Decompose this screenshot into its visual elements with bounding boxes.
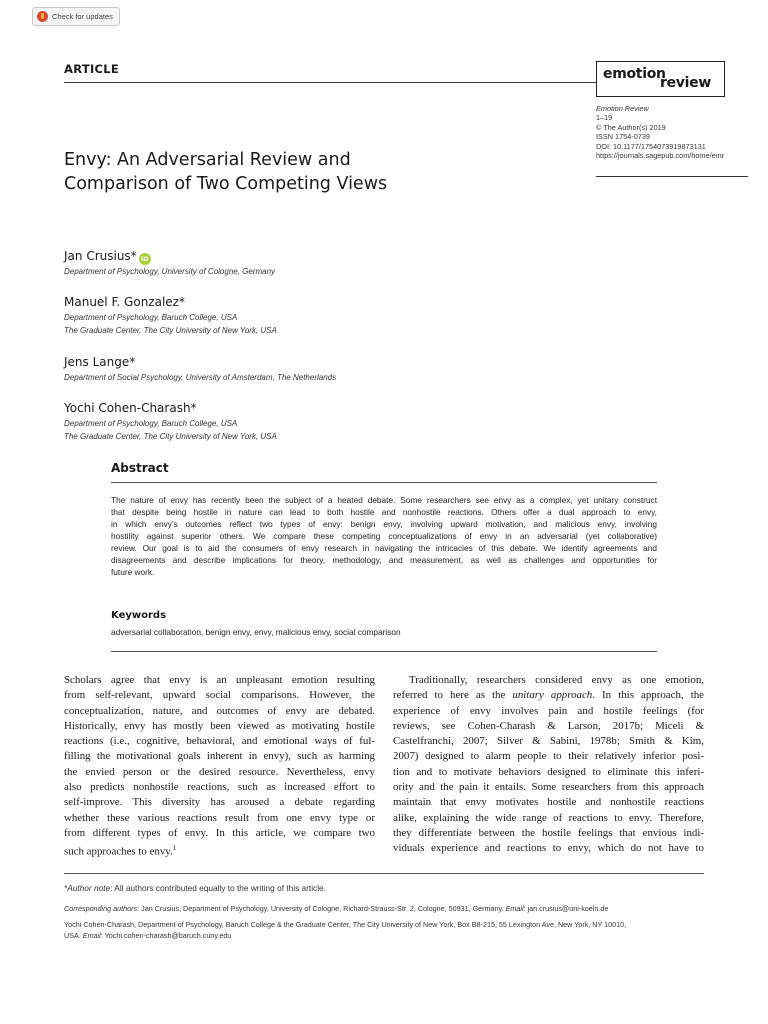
- journal-info: [596, 104, 724, 160]
- body-line: viduals experience and reactions to envy, which do not have to: [393, 842, 704, 855]
- body-line: reviews, see Cohen-Charash & Larson, 2017b; Miceli &: [393, 719, 704, 732]
- author-note: *Author note: All authors contributed equally to the writing of this article.: [64, 883, 326, 893]
- copyright: © The Author(s) 2019: [596, 122, 666, 132]
- journal-name: Emotion Review: [596, 104, 649, 113]
- author-affiliation: The Graduate Center, The City University of New York, USA: [64, 432, 277, 441]
- body-line: the envied person or the desired resource. Nevertheless, envy: [64, 765, 375, 778]
- abstract-line: The nature of envy has recently been the subject of a heated debate. Some researchers see envy as a complex, yet unitary construct: [111, 495, 657, 505]
- body-line: they differentiate between the hostile feelings that envious indi-: [393, 826, 704, 839]
- email-link[interactable]: : Yochi.cohen-charash@baruch.cuny.edu: [100, 930, 232, 940]
- body-line: Historically, envy has mostly been viewed as motivating hostile: [64, 719, 375, 732]
- author-affiliation: Department of Social Psychology, University of Amsterdam, The Netherlands: [64, 373, 337, 382]
- body-line: whether these various reactions result from one envy type or: [64, 811, 375, 824]
- author-name: Manuel F. Gonzalez*: [64, 295, 185, 309]
- italic-term: unitary approach: [512, 689, 593, 702]
- orcid-icon[interactable]: iD: [139, 253, 151, 265]
- body-line: referred to here as the unitary approach. In this approach, the: [393, 689, 705, 702]
- header-rule: [64, 82, 596, 83]
- body-line: from different types of envy. In this article, we compare two: [64, 826, 375, 839]
- body-line: ority and the pain it entails. Some researchers from this approach: [393, 781, 704, 794]
- corresponding-author-2: Yochi Cohen-Charash, Department of Psychology, Baruch College & the Graduate Center, The City University of New York, Box B8-215, 55 Lexington Ave, New York, NY 10010, USA. Email: Yochi.cohen-charash@baruch.cuny.edu: [64, 920, 627, 940]
- title-line-2: Comparison of Two Competing Views: [64, 174, 388, 194]
- body-line: reactions (i.e., cognitive, behavioral, and emotional ways of ful-: [64, 735, 375, 748]
- logo-word-emotion: emotion: [603, 66, 666, 82]
- body-line: from self-relevant, upward social comparisons. However, the: [64, 689, 375, 702]
- article-type-label: ARTICLE: [64, 62, 120, 76]
- body-column-right: [393, 673, 704, 857]
- author-affiliation: Department of Psychology, Baruch College, USA: [64, 419, 238, 428]
- footnote-mark[interactable]: 1: [172, 844, 177, 853]
- abstract-line: that despite being hostile in nature can lead to both hostile and nonhostile reactions. Others offer a dual approach to envy,: [111, 507, 657, 517]
- body-line: conceptualization, nature, and outcomes of envy are debated.: [64, 704, 375, 717]
- abstract-line: hostility against superior others. We compare these competing conceptualizations of envy in an adversarial (yet collaborative): [111, 531, 657, 541]
- check-for-updates-button[interactable]: [32, 7, 120, 26]
- check-for-updates-label: Check for updates: [52, 12, 113, 21]
- abstract-text: [111, 494, 657, 578]
- body-line: alike, explaining the wide range of reactions to envy. Therefore,: [393, 811, 704, 824]
- author-name: Yochi Cohen-Charash*: [64, 401, 197, 415]
- body-column-left: [64, 673, 375, 860]
- keywords-rule: [111, 651, 657, 652]
- abstract-line: disagreements and describe implications for theory, methodology, and measurement, as well as challenges and opportunities for: [111, 555, 657, 565]
- body-line: tion and to motivate behaviors designed to eliminate this inferi-: [393, 765, 704, 778]
- abstract-rule: [111, 482, 657, 483]
- title-line-1: Envy: An Adversarial Review and: [64, 150, 351, 170]
- page-range: 1–19: [596, 113, 613, 123]
- body-line: filling the motivational goals inherent in envy), such as harming: [64, 750, 375, 763]
- author-affiliation: The Graduate Center, The City University of New York, USA: [64, 326, 277, 335]
- keywords-heading: Keywords: [111, 610, 167, 621]
- crossmark-icon: [37, 11, 48, 22]
- body-line: such approaches to envy.$^1$: [64, 844, 177, 858]
- email-link[interactable]: : jan.crusius@uni-koeln.de: [523, 904, 609, 913]
- footnote-rule: [64, 873, 704, 874]
- abstract-heading: Abstract: [111, 461, 169, 475]
- body-line: also predicts nonhostile reactions, such as increased effort to: [64, 781, 375, 794]
- author-affiliation: Department of Psychology, Baruch College, USA: [64, 313, 238, 322]
- body-line: Scholars agree that envy is an unpleasant emotion resulting: [64, 674, 375, 686]
- journal-url[interactable]: https://journals.sagepub.com/home/emr: [596, 151, 725, 161]
- author-name: Jens Lange*: [64, 355, 136, 369]
- journal-info-rule: [596, 176, 748, 177]
- journal-logo: [596, 61, 725, 97]
- abstract-line: in which envy’s outcomes reflect two types of envy: benign envy, involving upward motivation, and malicious envy, involving: [111, 519, 657, 529]
- body-line: Traditionally, researchers considered envy as one emotion,: [409, 674, 704, 686]
- corresponding-authors: Corresponding authors: Jan Crusius, Department of Psychology, University of Cologne, Richard-Strauss-Str. 2, Cologne, 50931, Germany. Email: jan.crusius@uni-koeln.de: [64, 904, 609, 913]
- abstract-line: review. Our goal is to aid the consumers of envy research in navigating the intricacies of this debate. We identify agreements and: [111, 543, 657, 553]
- body-line: Castelfranchi, 2007; Silver & Sabini, 1978b; Smith & Kim,: [393, 735, 704, 748]
- logo-word-review: review: [660, 75, 711, 91]
- doi[interactable]: DOI: 10.1177/1754073919873131: [596, 141, 706, 151]
- author-affiliation: Department of Psychology, University of Cologne, Germany: [64, 267, 276, 276]
- body-line: 2007) designed to alarm people to their relatively inferior posi-: [393, 750, 704, 763]
- abstract-line: future work.: [111, 567, 155, 577]
- issn: ISSN 1754-0739: [596, 132, 650, 142]
- author-name: Jan Crusius* iD: [64, 249, 151, 265]
- body-line: experience of envy involves pain and hostile feelings (for: [393, 704, 704, 717]
- body-line: self-improve. This diversity has aroused a debate regarding: [64, 796, 375, 809]
- keywords-text: adversarial collaboration, benign envy, envy, malicious envy, social comparison: [111, 627, 401, 637]
- body-line: maintain that envy motivates hostile and nonhostile reactions: [393, 796, 704, 809]
- article-title: [64, 148, 424, 196]
